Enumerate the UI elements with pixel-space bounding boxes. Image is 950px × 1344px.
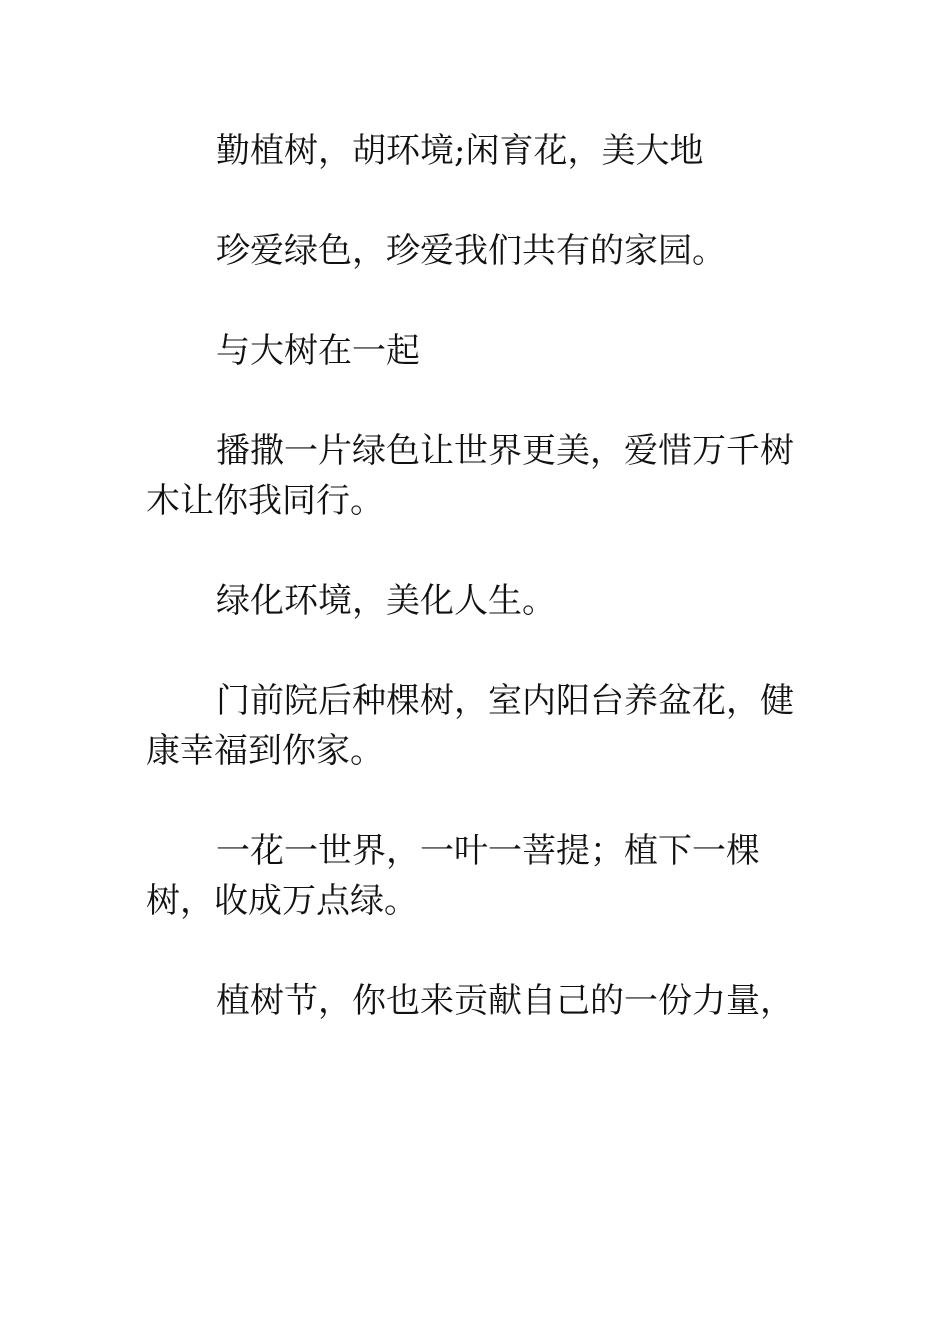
paragraph-6: 门前院后种棵树，室内阳台养盆花，健康幸福到你家。	[146, 681, 794, 771]
paragraph-1: 勤植树，胡环境;闲育花，美大地	[216, 131, 704, 171]
paragraph-2: 珍爱绿色，珍爱我们共有的家园。	[216, 231, 726, 271]
paragraph-4: 播撒一片绿色让世界更美，爱惜万千树木让你我同行。	[146, 431, 794, 521]
paragraph-3: 与大树在一起	[216, 331, 420, 371]
paragraph-8: 植树节，你也来贡献自己的一份力量，	[216, 981, 794, 1021]
paragraph-5: 绿化环境，美化人生。	[216, 581, 556, 621]
paragraph-7: 一花一世界，一叶一菩提；植下一棵树，收成万点绿。	[146, 831, 760, 921]
document-body	[146, 126, 806, 1026]
